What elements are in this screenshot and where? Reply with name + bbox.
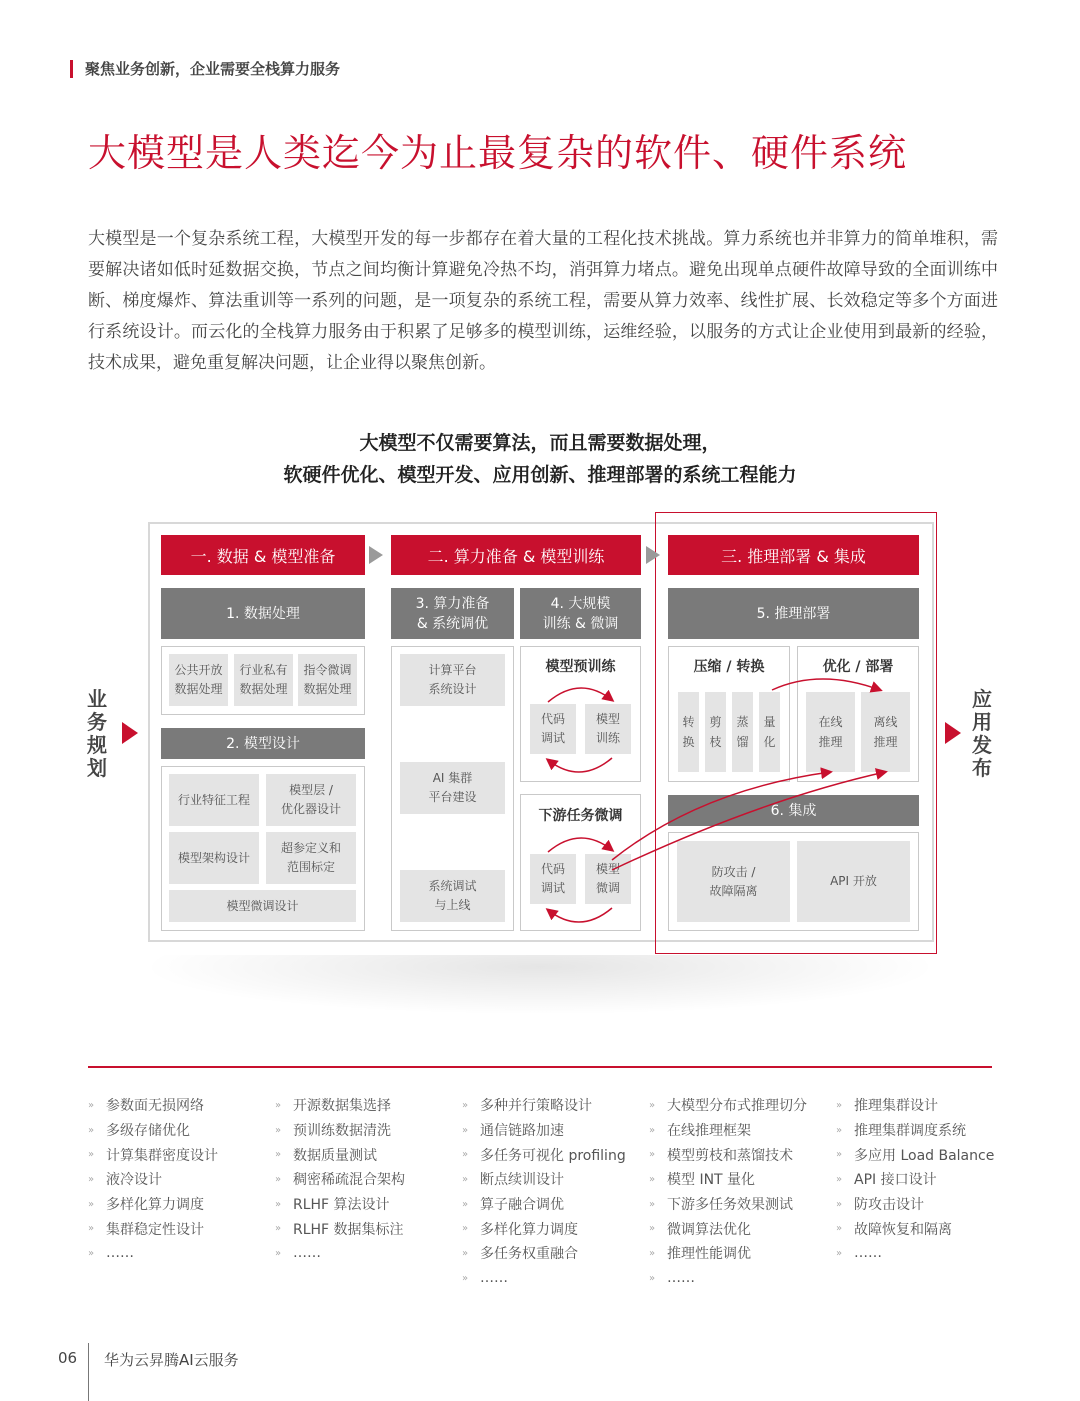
list-item: » …… bbox=[462, 1270, 508, 1287]
optimize-item: 在线 推理 bbox=[806, 692, 855, 772]
list-column-3 bbox=[462, 1093, 652, 1291]
list-item: » …… bbox=[836, 1245, 882, 1262]
model-design-item: 模型层 / 优化器设计 bbox=[266, 774, 356, 826]
list-item: » 参数面无损网络 bbox=[88, 1098, 204, 1115]
list-item: » 推理性能调优 bbox=[649, 1246, 751, 1263]
footer-brand: 华为云昇腾AI云服务 bbox=[104, 1351, 239, 1369]
list-item: » 液冷设计 bbox=[88, 1172, 162, 1189]
compress-label: 压缩 / 转换 bbox=[693, 659, 765, 675]
list-item: » 故障恢复和隔离 bbox=[836, 1221, 952, 1238]
stage2-header: 二. 算力准备 & 模型训练 bbox=[391, 535, 641, 575]
data-processing-item: 行业私有 数据处理 bbox=[234, 654, 293, 706]
integration-header: 6. 集成 bbox=[668, 795, 919, 826]
list-column-2 bbox=[275, 1093, 465, 1266]
downstream-item: 代码 调试 bbox=[530, 854, 576, 904]
list-item: » 预训练数据清洗 bbox=[275, 1123, 391, 1140]
list-item: » 在线推理框架 bbox=[649, 1123, 751, 1140]
stage1-header: 一. 数据 & 模型准备 bbox=[161, 535, 365, 575]
list-item: » 通信链路加速 bbox=[462, 1123, 564, 1140]
list-item: » 模型剪枝和蒸馏技术 bbox=[649, 1147, 793, 1164]
list-item: » 模型 INT 量化 bbox=[649, 1172, 756, 1189]
left-side-label: 业务规划 bbox=[87, 687, 107, 780]
list-item: » 下游多任务效果测试 bbox=[649, 1197, 793, 1214]
compress-item: 量 化 bbox=[759, 692, 780, 772]
downstream-item: 模型 微调 bbox=[585, 854, 631, 904]
downstream-label: 下游任务微调 bbox=[538, 808, 623, 824]
list-item: » RLHF 算法设计 bbox=[275, 1197, 390, 1214]
list-item: » …… bbox=[88, 1245, 134, 1262]
pretrain-label: 模型预训练 bbox=[545, 659, 616, 675]
data-processing-header: 1. 数据处理 bbox=[161, 588, 365, 639]
large-scale-training-header: 4. 大规模 训练 & 微调 bbox=[520, 588, 641, 639]
list-item: » 集群稳定性设计 bbox=[88, 1221, 204, 1238]
compress-item: 剪 枝 bbox=[705, 692, 726, 772]
diagram-subtitle-line2: 软硬件优化、模型开发、应用创新、推理部署的系统工程能力 bbox=[283, 464, 797, 486]
list-item: » RLHF 数据集标注 bbox=[275, 1221, 404, 1238]
page-title: 大模型是人类迄今为止最复杂的软件、硬件系统 bbox=[88, 131, 908, 175]
list-item: » 大模型分布式推理切分 bbox=[649, 1098, 807, 1115]
compute-item: AI 集群 平台建设 bbox=[400, 762, 505, 814]
list-item: » 推理集群设计 bbox=[836, 1098, 938, 1115]
divider-line bbox=[88, 1066, 992, 1068]
section-title: 聚焦业务创新，企业需要全栈算力服务 bbox=[85, 60, 341, 78]
pretrain-item: 模型 训练 bbox=[585, 704, 631, 754]
list-item: » 多样化算力调度 bbox=[462, 1221, 578, 1238]
list-item: » …… bbox=[275, 1245, 321, 1262]
list-column-5 bbox=[836, 1093, 1026, 1266]
list-item: » 多种并行策略设计 bbox=[462, 1098, 592, 1115]
data-processing-item: 指令微调 数据处理 bbox=[298, 654, 357, 706]
footer-divider bbox=[88, 1343, 89, 1401]
inference-deploy-header: 5. 推理部署 bbox=[668, 588, 919, 639]
list-item: » 稠密稀疏混合架构 bbox=[275, 1172, 405, 1189]
compress-item: 蒸 馏 bbox=[732, 692, 753, 772]
compress-item: 转 换 bbox=[678, 692, 699, 772]
list-item: » 多应用 Load Balance bbox=[836, 1147, 995, 1164]
pretrain-item: 代码 调试 bbox=[530, 704, 576, 754]
compute-item: 计算平台 系统设计 bbox=[400, 654, 505, 706]
diagram-subtitle-line1: 大模型不仅需要算法，而且需要数据处理， bbox=[359, 432, 721, 454]
list-item: » 断点续训设计 bbox=[462, 1172, 564, 1189]
list-item: » 计算集群密度设计 bbox=[88, 1147, 218, 1164]
list-item: » 多任务可视化 profiling bbox=[462, 1147, 626, 1164]
model-design-header: 2. 模型设计 bbox=[161, 728, 365, 759]
intro-paragraph: 大模型是一个复杂系统工程，大模型开发的每一步都存在着大量的工程化技术挑战。算力系统也并非算力的简单堆积，需要解决诸如低时延数据交换，节点之间均衡计算避免冷热不均，消弭算力堵点。避免出现单点硬件故障导致的全面训练中断、梯度爆炸、算法重训等一系列的问题，是一项复杂的系统工程，需要从算力效率、线性扩展、长效稳定等多个方面进行系统设计。而云化的全栈算力服务由于积累了足够多的模型训练，运维经验，以服务的方式让企业使用到最新的经验，技术成果，避免重复解决问题，让企业得以聚焦创新。 bbox=[88, 229, 998, 373]
list-item: » 多样化算力调度 bbox=[88, 1197, 204, 1214]
diagram-shadow bbox=[140, 955, 940, 1015]
list-item: » 微调算法优化 bbox=[649, 1221, 751, 1238]
model-finetune-design: 模型微调设计 bbox=[169, 890, 356, 922]
integration-item: 防攻击 / 故障隔离 bbox=[677, 841, 790, 922]
list-item: » 多级存储优化 bbox=[88, 1123, 190, 1140]
optimize-label: 优化 / 部署 bbox=[822, 659, 894, 675]
model-design-item: 行业特征工程 bbox=[169, 774, 259, 826]
list-column-4 bbox=[649, 1093, 839, 1291]
optimize-item: 离线 推理 bbox=[861, 692, 910, 772]
stage3-header: 三. 推理部署 & 集成 bbox=[668, 535, 919, 575]
list-item: » API 接口设计 bbox=[836, 1172, 937, 1189]
compute-item: 系统调试 与上线 bbox=[400, 870, 505, 922]
model-design-item: 超参定义和 范围标定 bbox=[266, 832, 356, 884]
compute-prep-header: 3. 算力准备 & 系统调优 bbox=[391, 588, 514, 639]
list-item: » 开源数据集选择 bbox=[275, 1098, 391, 1115]
list-item: » 推理集群调度系统 bbox=[836, 1123, 966, 1140]
page-number: 06 bbox=[58, 1349, 78, 1367]
list-item: » 防攻击设计 bbox=[836, 1197, 924, 1214]
model-design-item: 模型架构设计 bbox=[169, 832, 259, 884]
right-side-label: 应用发布 bbox=[972, 687, 992, 780]
list-column-1 bbox=[88, 1093, 278, 1266]
list-item: » 多任务权重融合 bbox=[462, 1246, 578, 1263]
list-item: » 算子融合调优 bbox=[462, 1197, 564, 1214]
integration-item: API 开放 bbox=[797, 841, 910, 922]
list-item: » …… bbox=[649, 1270, 695, 1287]
data-processing-item: 公共开放 数据处理 bbox=[169, 654, 228, 706]
list-item: » 数据质量测试 bbox=[275, 1147, 377, 1164]
